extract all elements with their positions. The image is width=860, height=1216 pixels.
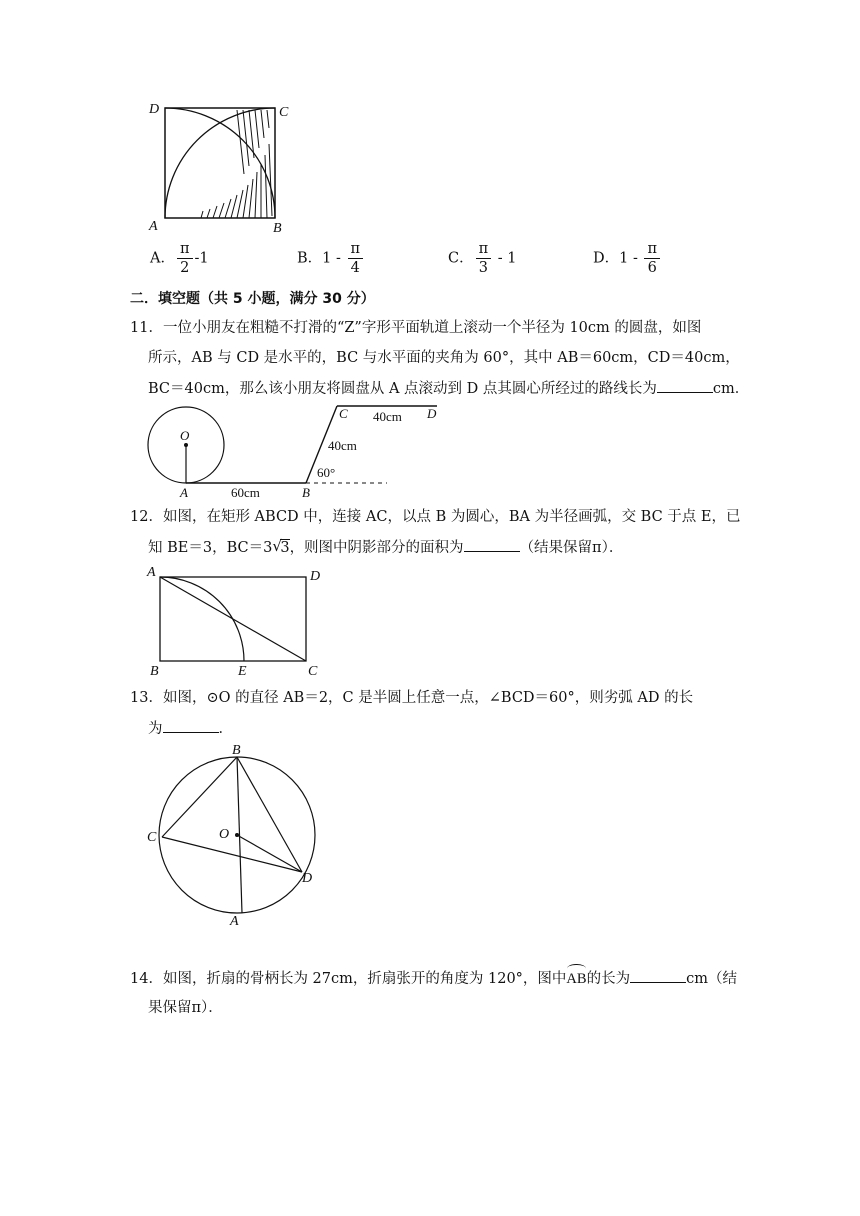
q12-label-c: C <box>308 664 318 679</box>
fraction-denominator: 4 <box>350 260 360 276</box>
q10-arc-from-d <box>165 108 275 218</box>
option-post: - 1 <box>493 250 517 267</box>
sqrt-sign-icon: √ <box>272 537 282 555</box>
option-fraction <box>644 240 660 277</box>
q11-line-3 <box>148 378 750 399</box>
fraction-denominator: 6 <box>647 260 657 276</box>
q11-label-d: D <box>427 406 437 421</box>
q11-line-2: 所示，AB 与 CD 是水平的，BC 与水平面的夹角为 60°，其中 AB＝60cm，CD＝40cm， <box>148 350 740 366</box>
q11-line-1: 11．一位小朋友在粗糙不打滑的“Z”字形平面轨道上滚动一个半径为 10cm 的圆盘，如图 <box>130 320 702 336</box>
option-key: A． <box>150 250 175 267</box>
q10-label-c: C <box>279 105 289 120</box>
q11-line-3-end: cm． <box>712 381 750 397</box>
q13-label-b: B <box>232 743 241 758</box>
option-fraction <box>348 240 364 277</box>
option-key: B． <box>297 250 323 267</box>
q12-line-2-mid: ，则图中阴影部分的面积为 <box>289 540 464 556</box>
q11-length-cd: 40cm <box>373 409 402 424</box>
q10-label-a: A <box>149 219 158 234</box>
option-key: D． <box>593 250 620 267</box>
fraction-numerator: π <box>348 240 364 259</box>
q13-label-c: C <box>147 830 157 845</box>
arc-over-icon <box>567 964 585 973</box>
q12-label-d: D <box>310 569 321 584</box>
fraction-numerator: π <box>644 240 660 259</box>
q12-arc-ae <box>160 577 244 661</box>
q13-chord-cd <box>162 837 302 872</box>
q14-arc-label: AB <box>566 971 587 987</box>
q13-line-2-end: ． <box>218 721 233 737</box>
q11-label-b: B <box>302 485 310 500</box>
q10-label-b: B <box>273 221 282 236</box>
q12-sqrt <box>272 538 289 558</box>
q11-label-a: A <box>180 485 188 500</box>
q13-chord-bd <box>237 757 302 872</box>
q10-arc-from-a <box>165 108 275 218</box>
option-pre: 1 - <box>619 250 643 267</box>
q10-hatching <box>167 110 275 218</box>
q12-figure <box>145 560 330 680</box>
option-post: -1 <box>194 250 209 267</box>
q14-line-1-text: 14．如图，折扇的骨柄长为 27cm，折扇张开的角度为 120°，图中 <box>130 971 567 987</box>
q10-square <box>165 108 275 218</box>
q12-line-2 <box>148 537 740 558</box>
q10-option-a[interactable] <box>150 240 209 277</box>
q10-figure <box>145 100 295 240</box>
q13-line-2-text: 为 <box>148 721 163 737</box>
q10-label-d: D <box>149 102 160 117</box>
q11-length-bc: 40cm <box>328 438 357 453</box>
option-key: C． <box>448 250 474 267</box>
q13-chord-bc <box>162 757 237 837</box>
q11-figure <box>145 400 445 500</box>
q12-line-2-end: （结果保留π）． <box>519 540 624 556</box>
q13-label-a: A <box>230 914 239 929</box>
q13-line-2 <box>148 718 740 739</box>
q11-line-3-text: BC＝40cm，那么该小朋友将圆盘从 A 点滚动到 D 点其圆心所经过的路线长为 <box>148 381 657 397</box>
q12-line-1: 12．如图，在矩形 ABCD 中，连接 AC，以点 B 为圆心，BA 为半径画弧，交 BC 于点 E，已 <box>130 509 741 525</box>
q12-label-e: E <box>238 664 247 679</box>
q14-answer-blank[interactable] <box>630 968 686 983</box>
q13-line-1: 13．如图，⊙O 的直径 AB＝2，C 是半圆上任意一点，∠BCD＝60°，则劣弧 AD 的长 <box>130 690 694 706</box>
q14-arc-notation <box>566 969 586 989</box>
q14-line-2: 果保留π）． <box>148 1000 223 1016</box>
fraction-numerator: π <box>476 240 492 259</box>
q10-option-b[interactable] <box>297 240 365 277</box>
q12-radicand: 3 <box>280 540 290 556</box>
fraction-denominator: 2 <box>180 260 190 276</box>
section-header: 二．填空题（共 5 小题，满分 30 分） <box>130 291 375 307</box>
q12-line-2-text: 知 BE＝3，BC＝3 <box>148 540 273 556</box>
q13-radius-od <box>237 835 302 872</box>
option-fraction <box>177 240 193 277</box>
q11-label-o: O <box>180 428 190 443</box>
q14-line-1-mid: 的长为 <box>586 971 631 987</box>
q12-answer-blank[interactable] <box>464 537 520 552</box>
q11-label-c: C <box>339 406 348 421</box>
option-fraction <box>476 240 492 277</box>
q14-line-1 <box>130 968 740 989</box>
q13-answer-blank[interactable] <box>163 718 219 733</box>
q13-label-d: D <box>302 871 313 886</box>
q11-length-ab: 60cm <box>231 485 260 500</box>
q11-answer-blank[interactable] <box>657 378 713 393</box>
fraction-numerator: π <box>177 240 193 259</box>
q14-line-1-end: cm（结 <box>686 971 737 987</box>
q13-center-dot <box>235 833 239 837</box>
q13-label-o: O <box>219 827 230 842</box>
q12-label-b: B <box>150 664 159 679</box>
option-pre: 1 - <box>322 250 346 267</box>
q10-option-d[interactable] <box>593 240 662 277</box>
fraction-denominator: 3 <box>478 260 488 276</box>
q10-option-c[interactable] <box>448 240 516 277</box>
q11-angle: 60° <box>317 465 336 480</box>
q12-label-a: A <box>147 565 156 580</box>
q13-figure <box>145 740 325 930</box>
